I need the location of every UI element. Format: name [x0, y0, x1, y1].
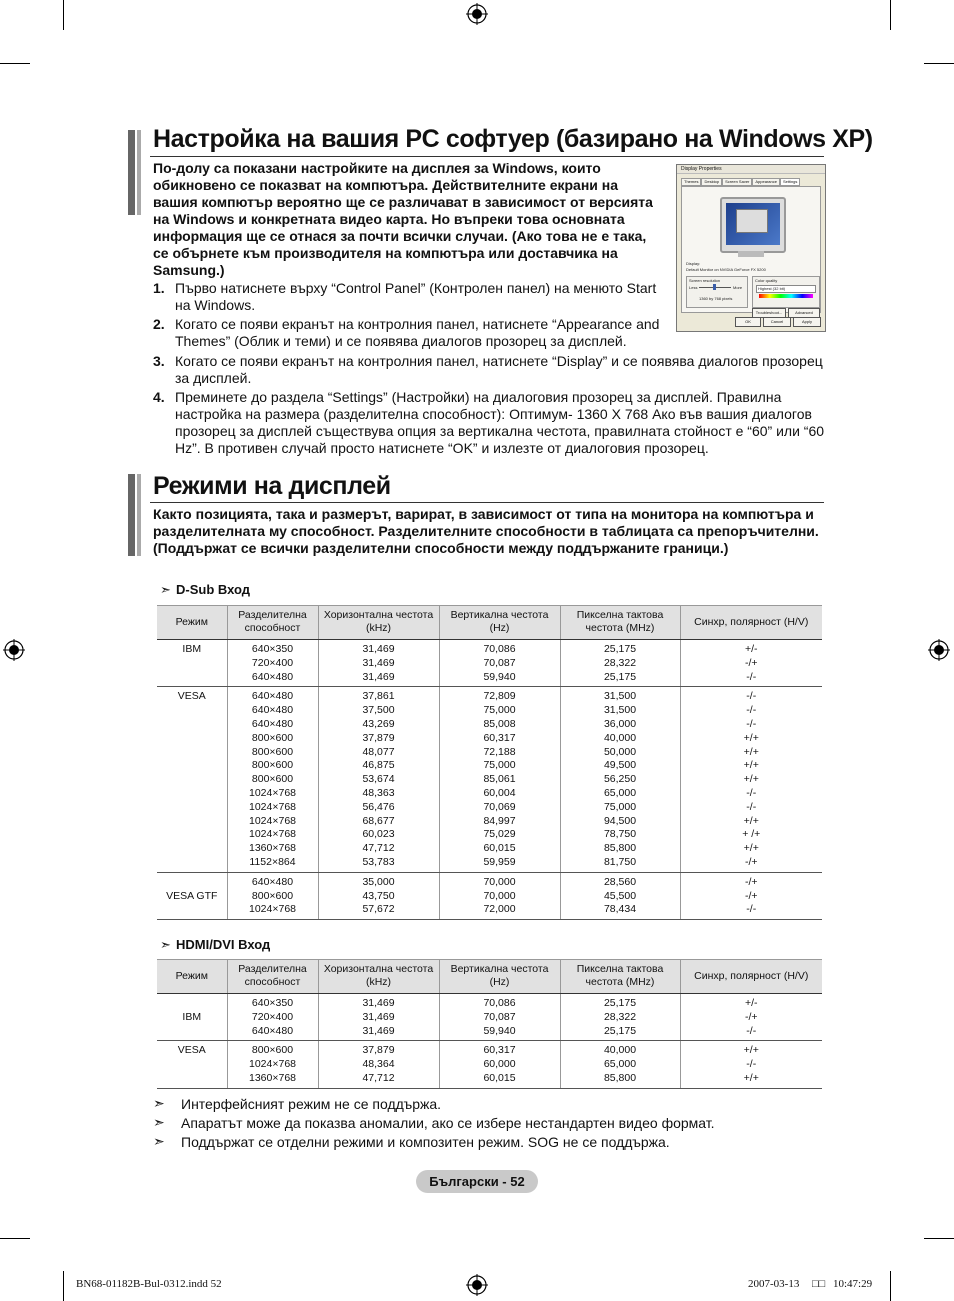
footer-filename: BN68-01182B-Bul-0312.indd 52	[76, 1278, 222, 1290]
section-bar	[137, 130, 141, 215]
cell-resolution: 800×600 1024×768 1360×768	[227, 1041, 318, 1088]
tab-themes: Themes	[681, 178, 701, 186]
step-text: Преминете до раздела “Settings” (Настройки) на диалоговия прозорец за дисплей. Правилна настройка на размера (разделителна способност): Оптимум- 1360 X 768 Ако във вашия диалогов прозорец за дисплей съществува опция за вертикална честота, правилната стойност е “60” или “60 Hz”. В противен случай просто натиснете “OK” и излезте от диалоговия прозорец.	[175, 389, 825, 456]
crop-mark	[0, 63, 30, 64]
note-text: Интерфейсният режим не се поддържа.	[181, 1096, 442, 1112]
hdmi-heading	[160, 937, 270, 953]
tab-appearance: Appearance	[752, 178, 780, 186]
step-number: 4.	[153, 389, 165, 405]
ok-button: OK	[735, 317, 761, 327]
resolution-value: 1360 by 768 pixels	[699, 296, 733, 301]
header-sync: Синхр, полярност (H/V)	[680, 960, 822, 994]
step-text: Когато се появи екранът на контролния панел, натиснете “Display” и се появява диалогов прозорец за дисплей.	[175, 353, 823, 386]
note-arrow-icon: ➣	[153, 1114, 165, 1130]
cell-vfreq: 70,086 70,087 59,940	[439, 640, 560, 687]
display-properties-screenshot	[676, 164, 826, 332]
crop-mark	[0, 1238, 30, 1239]
section-bar	[128, 130, 135, 215]
dsub-table	[157, 605, 822, 920]
cell-resolution: 640×350 720×400 640×480	[227, 640, 318, 687]
header-pixel-clock: Пикселна тактова честота (MHz)	[560, 960, 680, 994]
note-arrow-icon: ➣	[153, 1095, 165, 1111]
header-mode: Режим	[157, 606, 227, 640]
resolution-slider-thumb	[713, 284, 716, 290]
step-item	[153, 353, 825, 387]
header-vfreq: Вертикална честота (Hz)	[439, 606, 560, 640]
color-bar	[759, 294, 813, 298]
step-number: 1.	[153, 280, 165, 296]
table-row	[157, 1041, 822, 1088]
apply-button: Apply	[793, 317, 821, 327]
header-mode: Режим	[157, 960, 227, 994]
step-item	[153, 280, 665, 314]
footer-date: 2007-03-13	[748, 1278, 800, 1290]
notes-list	[153, 1095, 715, 1152]
page-number-badge: Български - 52	[416, 1170, 538, 1193]
resolution-group	[686, 276, 748, 308]
dsub-heading	[160, 582, 250, 598]
title-rule	[150, 156, 824, 157]
display-value: Default Monitor on NVIDIA GeForce FX 5200	[686, 267, 766, 272]
cell-sync: +/+ -/- +/+	[680, 1041, 822, 1088]
step-item	[153, 316, 665, 350]
step-number: 3.	[153, 353, 165, 369]
cell-sync: -/+ -/+ -/-	[680, 872, 822, 919]
crop-mark	[924, 63, 954, 64]
table-row	[157, 640, 822, 687]
cell-vfreq: 72,809 75,000 85,008 60,317 72,188 75,000 85,061 60,004 70,069 84,997 75,029 60,015 59,959	[439, 687, 560, 872]
cell-hfreq: 37,879 48,364 47,712	[318, 1041, 439, 1088]
cell-mode: IBM	[157, 640, 227, 687]
cell-resolution: 640×480 800×600 1024×768	[227, 872, 318, 919]
note-text: Поддържат се отделни режими и композитен режим. SOG не се поддържа.	[181, 1134, 670, 1150]
table-row	[157, 687, 822, 872]
cell-hfreq: 35,000 43,750 57,672	[318, 872, 439, 919]
cell-resolution: 640×350 720×400 640×480	[227, 994, 318, 1041]
cell-hfreq: 37,861 37,500 43,269 37,879 48,077 46,875 53,674 48,363 56,476 68,677 60,023 47,712 53,783	[318, 687, 439, 872]
header-vfreq: Вертикална честота (Hz)	[439, 960, 560, 994]
settings-panel	[681, 186, 821, 313]
table-row	[157, 872, 822, 919]
modes-intro: Както позицията, така и размерът, варират, в зависимост от типа на монитора на компютъра и разделителната му способност. Разделителните способности в таблицата са препоръчителни. (Поддържат се всички разделителни способности между поддържаните граници.)	[153, 506, 819, 556]
note-text: Апаратът може да показва аномалии, ако се избере нестандартен видео формат.	[181, 1115, 715, 1131]
cell-mode: VESA GTF	[157, 872, 227, 919]
note-item	[153, 1133, 715, 1152]
header-hfreq: Хоризонтална честота (kHz)	[318, 960, 439, 994]
advanced-button: Advanced	[788, 308, 820, 318]
header-pixel-clock: Пикселна тактова честота (MHz)	[560, 606, 680, 640]
step-number: 2.	[153, 316, 165, 332]
footer-time: 10:47:29	[833, 1278, 873, 1290]
note-item	[153, 1114, 715, 1133]
cell-hfreq: 31,469 31,469 31,469	[318, 994, 439, 1041]
color-quality-select	[756, 285, 816, 293]
cell-vfreq: 70,000 70,000 72,000	[439, 872, 560, 919]
cancel-button: Cancel	[763, 317, 791, 327]
crop-mark	[890, 1271, 891, 1301]
crop-mark	[63, 1271, 64, 1301]
color-quality-label: Color quality	[755, 278, 778, 283]
cell-resolution: 640×480 640×480 640×480 800×600 800×600 800×600 800×600 1024×768 1024×768 1024×768 1024×768 1360×768 1152×864	[227, 687, 318, 872]
header-sync: Синхр, полярност (H/V)	[680, 606, 822, 640]
cell-pixel-clock: 40,000 65,000 85,800	[560, 1041, 680, 1088]
cell-pixel-clock: 28,560 45,500 78,434	[560, 872, 680, 919]
steps-list	[153, 280, 665, 352]
table-row	[157, 994, 822, 1041]
display-label: Display:	[686, 261, 701, 266]
dialog-titlebar: Display Properties	[677, 165, 825, 174]
cell-sync: -/- -/- -/- +/+ +/+ +/+ +/+ -/- -/- +/+ + /+ +/+ -/+	[680, 687, 822, 872]
header-resolution: Разделителна способност	[227, 960, 318, 994]
note-arrow-icon: ➣	[153, 1133, 165, 1149]
monitor-icon	[720, 197, 786, 253]
crop-mark	[924, 1238, 954, 1239]
hdmi-label: HDMI/DVI Вход	[176, 937, 271, 952]
less-label: Less	[689, 285, 698, 290]
arrow-icon: ➣	[160, 937, 171, 952]
more-label: More	[733, 285, 743, 290]
section-bar	[137, 474, 141, 556]
tab-settings: Settings	[780, 178, 800, 186]
table-header-row	[157, 606, 822, 640]
cell-mode: VESA	[157, 1041, 227, 1088]
cell-pixel-clock: 25,175 28,322 25,175	[560, 640, 680, 687]
tab-screen-saver: Screen Saver	[722, 178, 752, 186]
section-bar	[128, 474, 135, 556]
note-item	[153, 1095, 715, 1114]
dialog-tabs	[681, 178, 821, 186]
cell-vfreq: 70,086 70,087 59,940	[439, 994, 560, 1041]
crop-mark	[63, 0, 64, 30]
cell-hfreq: 31,469 31,469 31,469	[318, 640, 439, 687]
troubleshoot-button: Troubleshoot...	[752, 308, 786, 318]
crop-mark	[890, 0, 891, 30]
title-rule	[150, 502, 824, 503]
step-text: Първо натиснете върху “Control Panel” (Контролен панел) на менюто Start на Windows.	[175, 280, 657, 313]
cell-pixel-clock: 31,500 31,500 36,000 40,000 50,000 49,500 56,250 65,000 75,000 94,500 78,750 85,800 81,750	[560, 687, 680, 872]
header-hfreq: Хоризонтална честота (kHz)	[318, 606, 439, 640]
cell-mode: VESA	[157, 687, 227, 872]
hdmi-table	[157, 959, 822, 1089]
section-title-display-modes: Режими на дисплей	[153, 472, 391, 500]
step-text: Когато се появи екранът на контролния панел, натиснете “Appearance and Themes” (Облик и теми) и се появява диалогов прозорец за дисплей.	[175, 316, 660, 349]
color-quality-value: Highest (32 bit)	[758, 286, 786, 291]
tab-desktop: Desktop	[701, 178, 722, 186]
cell-sync: +/- -/+ -/-	[680, 994, 822, 1041]
registration-mark-icon	[928, 639, 950, 661]
registration-mark-icon	[3, 639, 25, 661]
intro-paragraph: По-долу са показани настройките на дисплея за Windows, които обикновено се показват на компютъра. Действителните екрани на вашия компютър вероятно ще се различават в зависимост от версията на Windows и конкретната видео карта. Но въпреки това основната информация ще се отнася за почти всички случаи. (Ако това не е така, се обърнете към производителя на компютъра или доставчика на Samsung.)	[153, 160, 653, 278]
dsub-label: D-Sub Вход	[176, 582, 251, 597]
registration-mark-icon	[466, 3, 488, 25]
table-header-row	[157, 960, 822, 994]
steps-list-wide	[153, 353, 825, 459]
cell-vfreq: 60,317 60,000 60,015	[439, 1041, 560, 1088]
step-item	[153, 389, 825, 457]
section-title-pc-software: Настройка на вашия PC софтуер (базирано на Windows XP)	[153, 125, 873, 153]
cell-mode: IBM	[157, 994, 227, 1041]
registration-mark-icon	[466, 1274, 488, 1296]
resolution-label: Screen resolution	[689, 278, 721, 283]
color-quality-group	[752, 276, 820, 308]
cell-pixel-clock: 25,175 28,322 25,175	[560, 994, 680, 1041]
footer-squares: □□	[812, 1278, 826, 1290]
header-resolution: Разделителна способност	[227, 606, 318, 640]
monitor-stand	[738, 251, 764, 257]
arrow-icon: ➣	[160, 582, 171, 597]
cell-sync: +/- -/+ -/-	[680, 640, 822, 687]
